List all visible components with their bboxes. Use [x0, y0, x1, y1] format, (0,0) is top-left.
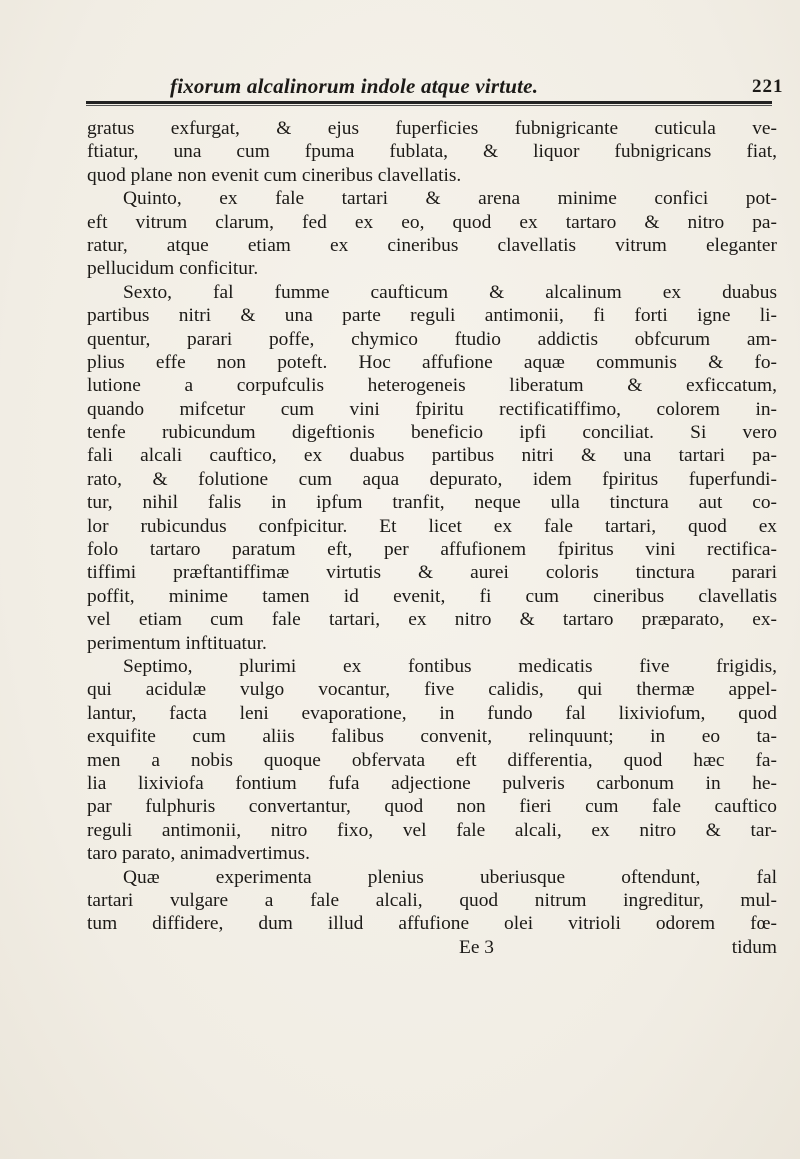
- text-line: eft vitrum clarum, fed ex eo, quod ex tartaro & nitro pa-: [87, 211, 777, 233]
- header-rule-thin: [86, 105, 772, 106]
- text-line: Quæ experimenta plenius uberiusque oftendunt, fal: [123, 866, 777, 888]
- text-line: taro parato, animadvertimus.: [87, 843, 310, 865]
- text-line: Sexto, fal fumme caufticum & alcalinum ex duabus: [123, 281, 777, 303]
- signature-mark: Ee 3: [459, 936, 494, 958]
- text-line: plius effe non poteft. Hoc affufione aquæ communis & fo-: [87, 351, 777, 373]
- text-line: tum diffidere, dum illud affufione olei vitrioli odorem fœ-: [87, 913, 777, 935]
- body-text: [87, 117, 777, 959]
- text-line: par fulphuris convertantur, quod non fieri cum fale cauftico: [87, 796, 777, 818]
- text-line: lia lixiviofa fontium fufa adjectione pulveris carbonum in he-: [87, 772, 777, 794]
- text-line: tiffimi præftantiffimæ virtutis & aurei coloris tinctura parari: [87, 562, 777, 584]
- text-line: folo tartaro paratum eft, per affufionem fpiritus vini rectifica-: [87, 539, 777, 561]
- text-line: ftiatur, una cum fpuma fublata, & liquor fubnigricans fiat,: [87, 141, 777, 163]
- running-title: fixorum alcalinorum indole atque virtute.: [170, 74, 539, 98]
- text-line: qui acidulæ vulgo vocantur, five calidis, qui thermæ appel-: [87, 679, 777, 701]
- text-line: men a nobis quoque obfervata eft differentia, quod hæc fa-: [87, 749, 777, 771]
- text-line: tartari vulgare a fale alcali, quod nitrum ingreditur, mul-: [87, 889, 777, 911]
- text-line: tur, nihil falis in ipfum tranfit, neque ulla tinctura aut co-: [87, 492, 777, 514]
- text-line: fali alcali cauftico, ex duabus partibus nitri & una tartari pa-: [87, 445, 777, 467]
- text-line: lutione a corpufculis heterogeneis liberatum & exficcatum,: [87, 375, 777, 397]
- text-line: perimentum inftituatur.: [87, 632, 267, 654]
- text-line: vel etiam cum fale tartari, ex nitro & tartaro præparato, ex-: [87, 609, 777, 631]
- text-line: lantur, facta leni evaporatione, in fundo fal lixiviofum, quod: [87, 702, 777, 724]
- catch-line: [87, 936, 777, 959]
- text-line: gratus exfurgat, & ejus fuperficies fubnigricante cuticula ve-: [87, 118, 777, 139]
- text-line: Septimo, plurimi ex fontibus medicatis five frigidis,: [123, 655, 777, 677]
- text-line: quod plane non evenit cum cineribus clavellatis.: [87, 164, 462, 186]
- header-rule: [86, 101, 772, 104]
- text-line: quando mifcetur cum vini fpiritu rectificatiffimo, colorem in-: [87, 398, 777, 420]
- text-line: poffit, minime tamen id evenit, fi cum cineribus clavellatis: [87, 585, 777, 607]
- text-line: reguli antimonii, nitro fixo, vel fale alcali, ex nitro & tar-: [87, 819, 777, 841]
- text-line: ratur, atque etiam ex cineribus clavellatis vitrum eleganter: [87, 234, 777, 256]
- text-line: rato, & folutione cum aqua depurato, idem fpiritus fuperfundi-: [87, 468, 777, 490]
- text-line: quentur, parari poffe, chymico ftudio addictis obfcurum am-: [87, 328, 777, 350]
- catchword: tidum: [731, 936, 777, 958]
- text-line: partibus nitri & una parte reguli antimonii, fi forti igne li-: [87, 305, 777, 327]
- text-line: tenfe rubicundum digeftionis beneficio ipfi conciliat. Si vero: [87, 422, 777, 444]
- text-line: lor rubicundus confpicitur. Et licet ex fale tartari, quod ex: [87, 515, 777, 537]
- running-head: [0, 74, 800, 104]
- text-line: exquifite cum aliis falibus convenit, relinquunt; in eo ta-: [87, 726, 777, 748]
- text-line: pellucidum conficitur.: [87, 258, 259, 280]
- page-number: 221: [752, 76, 784, 97]
- text-line: Quinto, ex fale tartari & arena minime confici pot-: [123, 188, 777, 210]
